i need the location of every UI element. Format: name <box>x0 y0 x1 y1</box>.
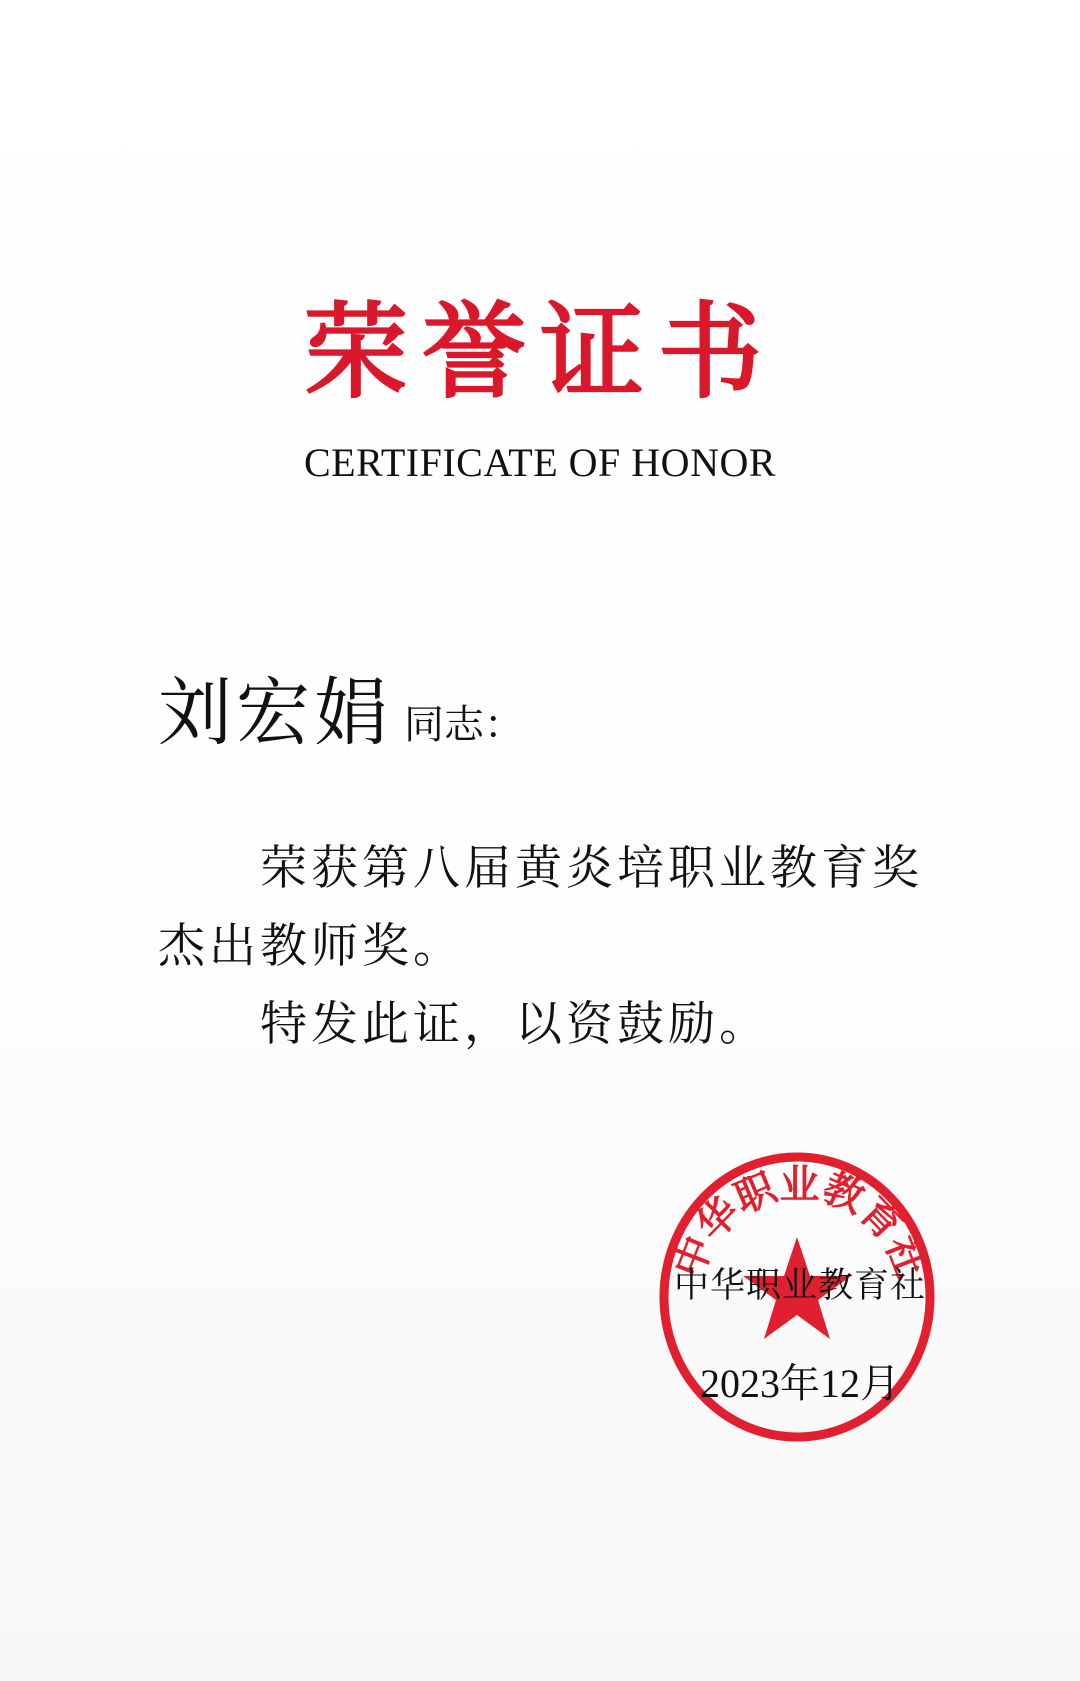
award-statement: 荣获第八届黄炎培职业教育奖杰出教师奖。 <box>158 841 923 974</box>
certificate-title-cn: 荣誉证书 <box>303 290 776 413</box>
recipient-line <box>158 654 524 760</box>
recipient-name: 刘宏娟 <box>158 670 392 756</box>
issuer-name: 中华职业教育社 <box>673 1266 926 1306</box>
certificate-title-en: CERTIFICATE OF HONOR <box>303 440 777 485</box>
certificate-body <box>158 830 938 1064</box>
encouragement-statement: 特发此证，以资鼓励。 <box>260 997 770 1052</box>
seal-lettering: 中华职业教育社 <box>664 1160 935 1284</box>
recipient-suffix: 同志： <box>404 702 524 748</box>
issue-date: 2023年12月 <box>700 1361 900 1406</box>
